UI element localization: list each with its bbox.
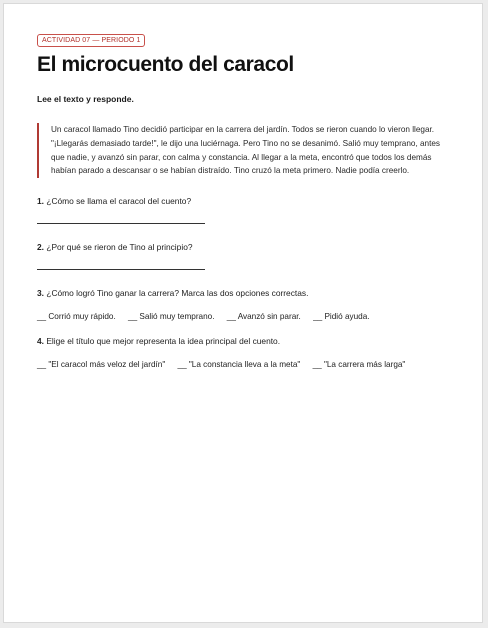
question-text: ¿Cómo se llama el caracol del cuento?	[46, 196, 192, 207]
question-number: 2.	[37, 242, 44, 253]
question-number: 4.	[37, 336, 44, 347]
answer-line-1[interactable]	[37, 223, 205, 224]
option-checkbox[interactable]: __ Pidió ayuda.	[313, 312, 370, 322]
worksheet-content	[37, 29, 457, 370]
answer-line-2[interactable]	[37, 269, 205, 270]
question-text: Elige el título que mejor representa la idea principal del cuento.	[46, 336, 281, 347]
question-4-options	[37, 360, 457, 370]
option-checkbox[interactable]: __ Corrió muy rápido.	[37, 312, 116, 322]
question-2	[37, 242, 457, 252]
option-checkbox[interactable]: __ "La carrera más larga"	[312, 360, 406, 370]
question-3-options	[37, 312, 457, 322]
page-title: El microcuento del caracol	[37, 53, 294, 76]
option-checkbox[interactable]: __ "La constancia lleva a la meta"	[177, 360, 301, 370]
question-3	[37, 288, 457, 298]
question-number: 1.	[37, 196, 44, 207]
story-passage: Un caracol llamado Tino decidió participar en la carrera del jardín. Todos se rieron cuando lo vieron llegar. "¡Llegarás demasiado tarde!", le dijo una luciérnaga. Pero Tino no se desanimó. Salió muy temprano, antes que nadie, y avanzó sin parar, con calma y constancia. Al llegar a la meta, encontró que todos los demás habían parado a descansar o se habían distraído. Tino cruzó la meta primero. Nadie podía creerlo.	[37, 123, 451, 178]
instruction-text: Lee el texto y responde.	[37, 94, 134, 104]
option-checkbox[interactable]: __ Salió muy temprano.	[128, 312, 215, 322]
activity-badge: ACTIVIDAD 07 — PERIODO 1	[37, 34, 145, 47]
question-text: ¿Cómo logró Tino ganar la carrera? Marca las dos opciones correctas.	[46, 288, 309, 299]
question-1	[37, 196, 457, 206]
question-number: 3.	[37, 288, 44, 299]
worksheet-page	[3, 3, 483, 623]
question-4	[37, 336, 457, 346]
question-text: ¿Por qué se rieron de Tino al principio?	[46, 242, 193, 253]
option-checkbox[interactable]: __ "El caracol más veloz del jardín"	[37, 360, 166, 370]
option-checkbox[interactable]: __ Avanzó sin parar.	[226, 312, 301, 322]
